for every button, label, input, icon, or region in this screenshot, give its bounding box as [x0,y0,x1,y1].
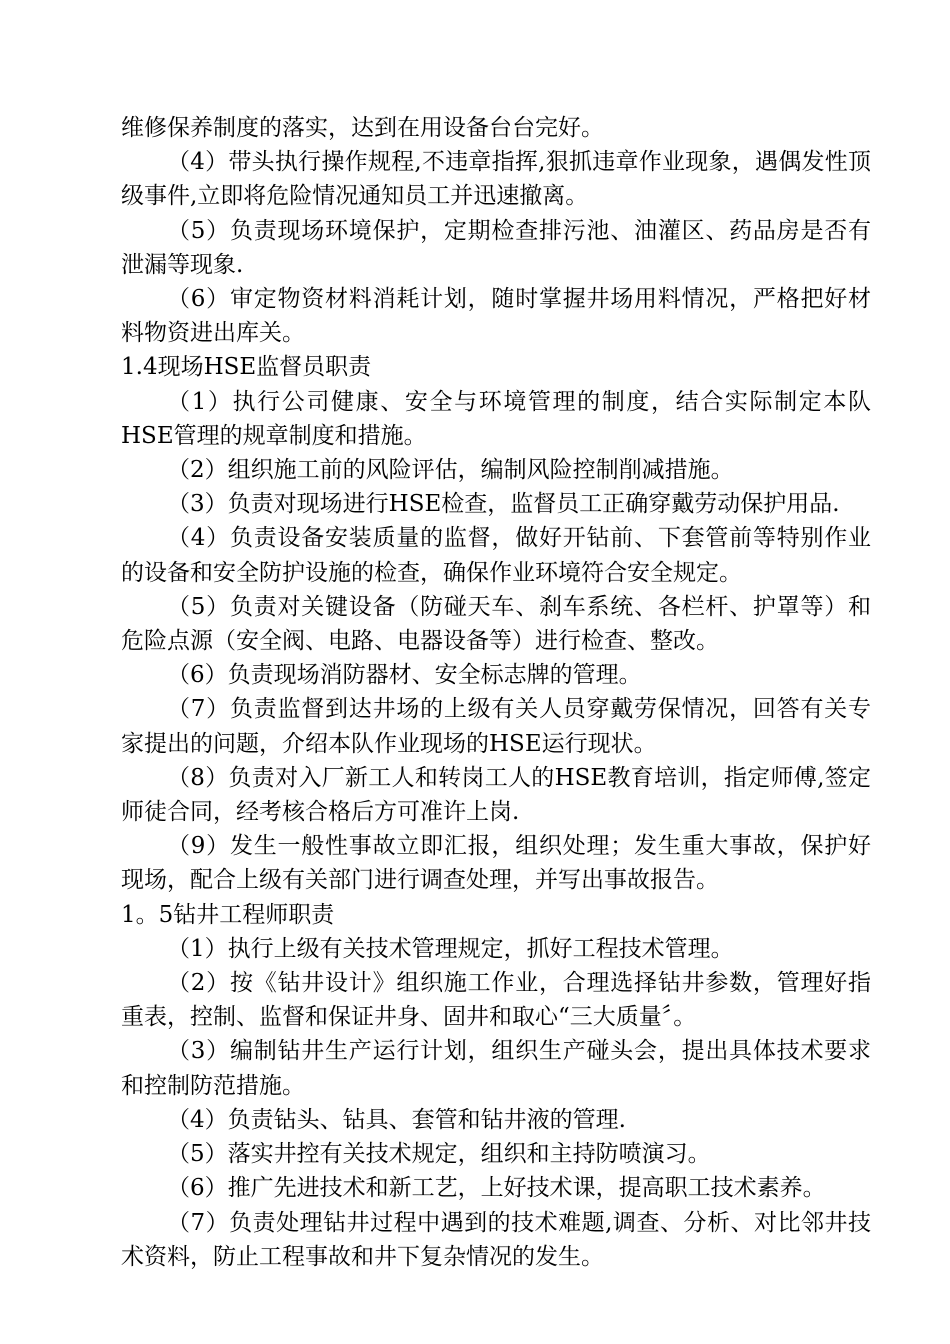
document-body [121,111,871,1274]
list-item: （1）执行公司健康、安全与环境管理的制度，结合实际制定本队HSE管理的规章制度和措施。 [121,388,871,449]
list-item: （7）负责监督到达井场的上级有关人员穿戴劳保情况，回答有关专家提出的问题，介绍本队作业现场的HSE运行现状。 [121,696,871,757]
list-item: （9）发生一般性事故立即汇报，组织处理；发生重大事故，保护好现场，配合上级有关部门进行调查处理，并写出事故报告。 [121,833,871,894]
list-item: （4）负责钻头、钻具、套管和钻井液的管理. [167,1106,626,1133]
list-item: （4）带头执行操作规程,不违章指挥,狠抓违章作业现象，遇偶发性顶级事件,立即将危险情况通知员工并迅速撤离。 [121,149,871,210]
list-item: （4）负责设备安装质量的监督，做好开钻前、下套管前等特别作业的设备和安全防护设施的检查，确保作业环境符合安全规定。 [121,525,871,586]
list-item: （8）负责对入厂新工人和转岗工人的HSE教育培训，指定师傅,签定师徒合同，经考核合格后方可准许上岗. [121,764,871,826]
list-item: （6）推广先进技术和新工艺，上好技术课，提高职工技术素养。 [167,1175,826,1202]
list-item: （2）按《钻井设计》组织施工作业，合理选择钻井参数，管理好指重表，控制、监督和保证井身、固井和取心“三大质量〞。 [121,970,871,1031]
list-item: （2）组织施工前的风险评估，编制风险控制削减措施。 [167,457,734,484]
list-item: （3）编制钻井生产运行计划，组织生产碰头会，提出具体技术要求和控制防范措施。 [121,1038,871,1099]
list-item: （5）落实井控有关技术规定，组织和主持防喷演习。 [167,1141,711,1168]
list-item: （1）执行上级有关技术管理规定，抓好工程技术管理。 [167,935,734,962]
list-item: （5）负责对关键设备（防碰天车、刹车系统、各栏杆、护罩等）和危险点源（安全阀、电路、电器设备等）进行检查、整改。 [121,593,871,655]
continuation-paragraph: 维修保养制度的落实，达到在用设备台台完好。 [121,115,604,141]
list-item: （3）负责对现场进行HSE检查，监督员工正确穿戴劳动保护用品. [167,491,840,518]
list-item: （6）负责现场消防器材、安全标志牌的管理。 [167,662,642,689]
list-item: （7）负责处理钻井过程中遇到的技术难题,调查、分析、对比邻井技术资料，防止工程事故和井下复杂情况的发生。 [121,1209,871,1270]
section-heading: 1。5钻井工程师职责 [121,901,335,928]
section-heading: 1.4现场HSE监督员职责 [121,354,372,381]
list-item: （6）审定物资材料消耗计划，随时掌握井场用料情况，严格把好材料物资进出库关。 [121,286,871,347]
list-item: （5）负责现场环境保护，定期检查排污池、油灌区、药品房是否有泄漏等现象. [121,217,871,278]
